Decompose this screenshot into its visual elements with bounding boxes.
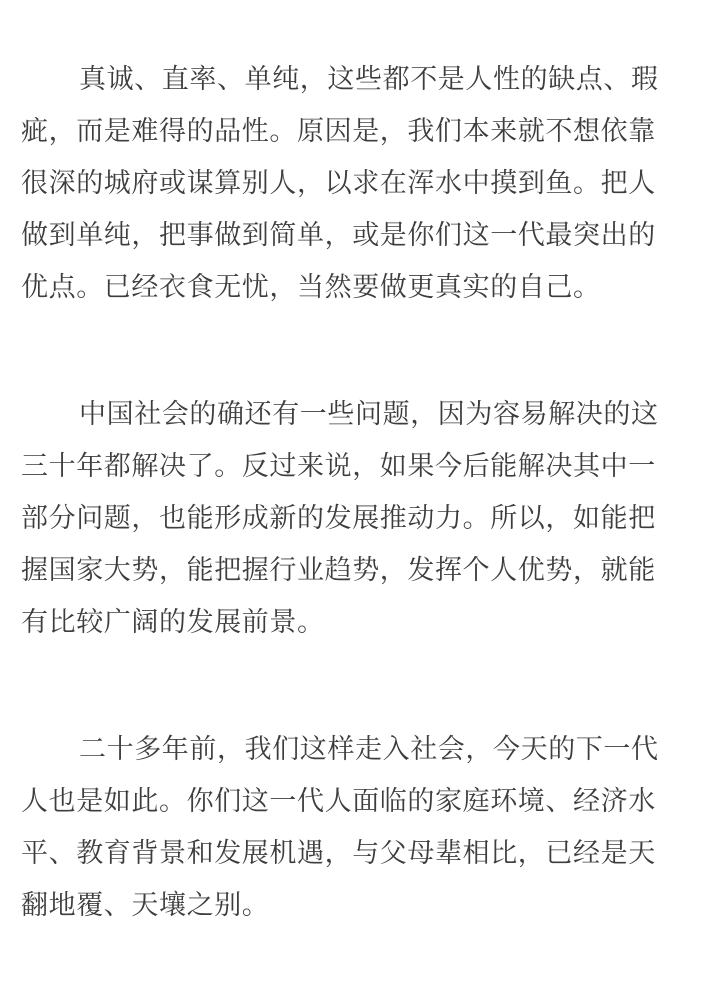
paragraph-1 [21, 54, 711, 314]
paragraph-2 [21, 389, 711, 649]
paragraph-line: 三十年都解决了。反过来说，如果今后能解决其中一 [21, 451, 656, 482]
paragraph-line: 握国家大势，能把握行业趋势，发挥个人优势，就能 [21, 555, 656, 586]
paragraph-line: 很深的城府或谋算别人，以求在浑水中摸到鱼。把人 [21, 168, 656, 199]
paragraph-line: 人也是如此。你们这一代人面临的家庭环境、经济水 [21, 786, 656, 817]
paragraph-line: 优点。已经衣食无忧，当然要做更真实的自己。 [21, 272, 601, 303]
paragraph-line: 中国社会的确还有一些问题，因为容易解决的这 [79, 399, 659, 430]
paragraph-line: 疵，而是难得的品性。原因是，我们本来就不想依靠 [21, 116, 656, 147]
paragraph-line: 做到单纯，把事做到简单，或是你们这一代最突出的 [21, 220, 656, 251]
paragraph-line: 翻地覆、天壤之别。 [21, 890, 270, 921]
paragraph-3 [21, 724, 711, 932]
paragraph-line: 部分问题，也能形成新的发展推动力。所以，如能把 [21, 503, 656, 534]
paragraph-line: 真诚、直率、单纯，这些都不是人性的缺点、瑕 [79, 64, 659, 95]
paragraph-line: 平、教育背景和发展机遇，与父母辈相比，已经是天 [21, 838, 656, 869]
paragraph-line: 有比较广阔的发展前景。 [21, 607, 325, 638]
paragraph-line: 二十多年前，我们这样走入社会，今天的下一代 [79, 734, 659, 765]
